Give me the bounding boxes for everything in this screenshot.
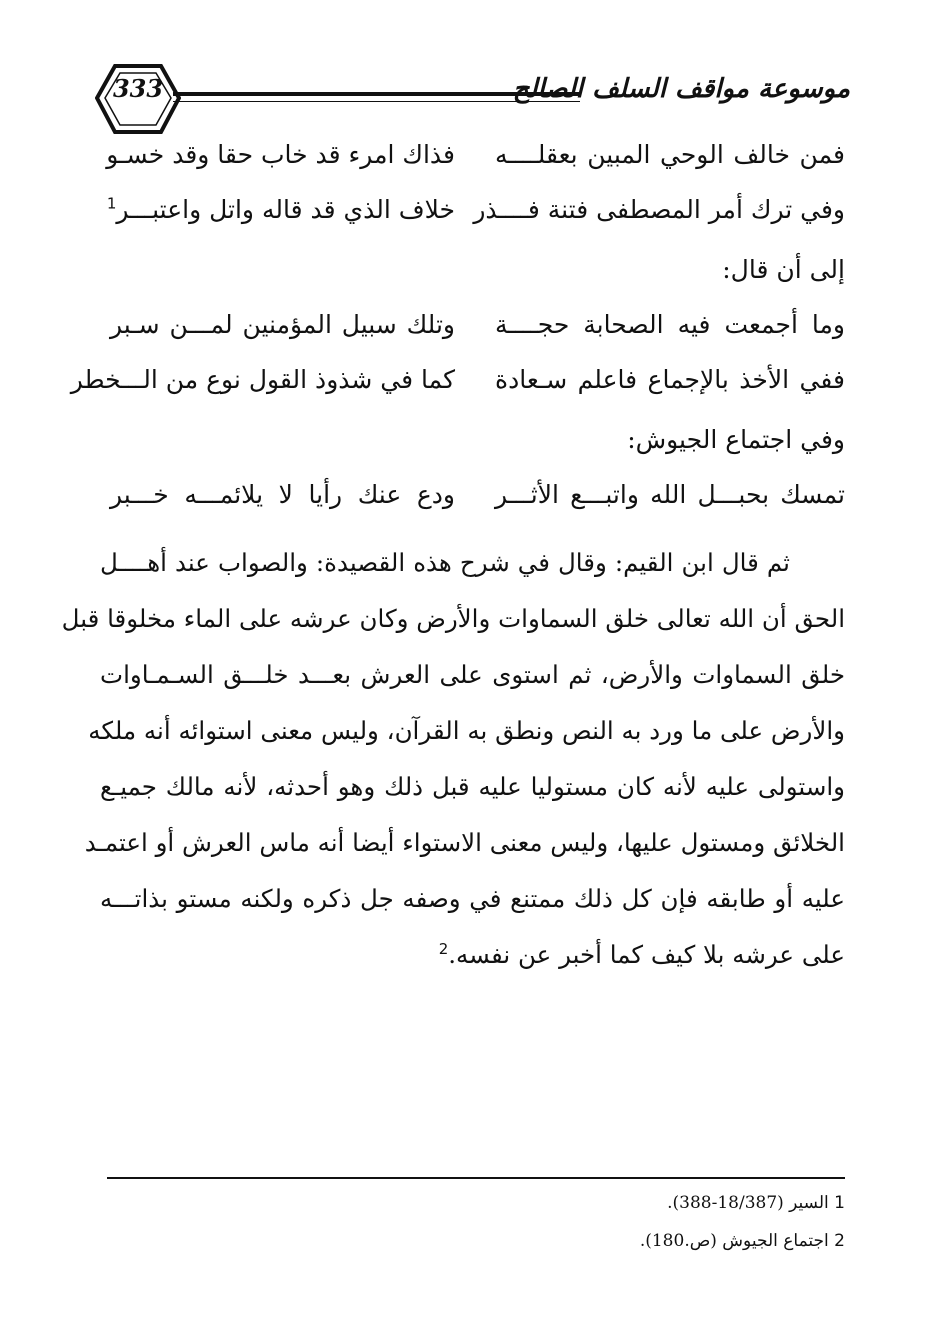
intro-text: إلى أن قال:: [722, 255, 845, 284]
footnote-rule: [107, 1177, 845, 1179]
book-title: موسوعة مواقف السلف الصالح: [512, 74, 850, 104]
verse-line: [70, 365, 845, 413]
verse-line: [106, 140, 845, 188]
verse-first-hemistich: فمن خالف الوحي المبين بعقلــــه: [495, 140, 845, 169]
footnote-text: اجتماع الجيوش (ص.180).: [639, 1231, 829, 1251]
prose-line: ثم قال ابن القيم: وقال في شرح هذه القصيدة: والصواب عند أهــــل: [100, 548, 790, 577]
verse-line: [110, 480, 845, 528]
prose-line: الحق أن الله تعالى خلق السماوات والأرض وكان عرشه على الماء مخلوقا قبل: [61, 604, 845, 633]
footnote-number: 1: [834, 1193, 845, 1213]
verse-first-hemistich: تمسك بحبـــل الله واتبـــع الأثـــر: [495, 480, 845, 509]
verse-line: [106, 194, 845, 243]
verse-second-hemistich-text: خلاف الذي قد قاله واتل واعتبـــر: [116, 195, 455, 224]
footnote-ref-1[interactable]: 1: [106, 194, 117, 213]
prose-line-text: على عرشه بلا كيف كما أخبر عن نفسه.: [448, 940, 845, 969]
prose-line: خلق السماوات والأرض، ثم استوى على العرش بعـــد خلـــق السـمـاوات: [100, 660, 845, 689]
verse-second-hemistich: [106, 194, 455, 224]
page-number: 333: [112, 74, 164, 103]
prose-line: عليه أو طابقه فإن كل ذلك ممتنع في وصفه جل ذكره ولكنه مستو بذاتـــه: [100, 884, 845, 913]
prose-line: الخلائق ومستول عليها، وليس معنى الاستواء أيضا أنه ماس العرش أو اعتمـد: [84, 828, 845, 857]
intro-text: وفي اجتماع الجيوش:: [627, 425, 845, 454]
verse-line: [110, 310, 845, 358]
footnote-number: 2: [834, 1231, 845, 1251]
verse-second-hemistich: فذاك امرء قد خاب حقا وقد خسـو: [106, 140, 455, 169]
prose-line: والأرض على ما ورد به النص ونطق به القرآن، وليس معنى استوائه أنه ملكه: [88, 716, 845, 745]
verse-second-hemistich: وتلك سبيل المؤمنين لمـــن سـبر: [110, 310, 455, 339]
verse-first-hemistich: وما أجمعت فيه الصحابة حجــــة: [495, 310, 845, 339]
footnote-item: [640, 1231, 845, 1251]
prose-line: واستولى عليه لأنه كان مستوليا عليه قبل ذلك وهو أحدثه، لأنه مالك جميـع: [100, 772, 845, 801]
verse-second-hemistich: كما في شذوذ القول نوع من الـــخطر: [70, 365, 455, 394]
prose-paragraph: [61, 535, 845, 983]
page-header: [95, 60, 850, 140]
verse-first-hemistich: وفي ترك أمر المصطفى فتنة فــــذر: [473, 195, 845, 224]
prose-line: [100, 927, 845, 983]
footnote-text: السير (18/387-388).: [667, 1193, 829, 1213]
footnote-ref-2[interactable]: 2: [438, 939, 449, 958]
verse-second-hemistich: ودع عنك رأيا لا يلائمـــه خـــبر: [110, 480, 455, 509]
verse-first-hemistich: ففي الأخذ بالإجماع فاعلم سـعادة: [495, 365, 845, 394]
footnote-item: [667, 1193, 845, 1213]
